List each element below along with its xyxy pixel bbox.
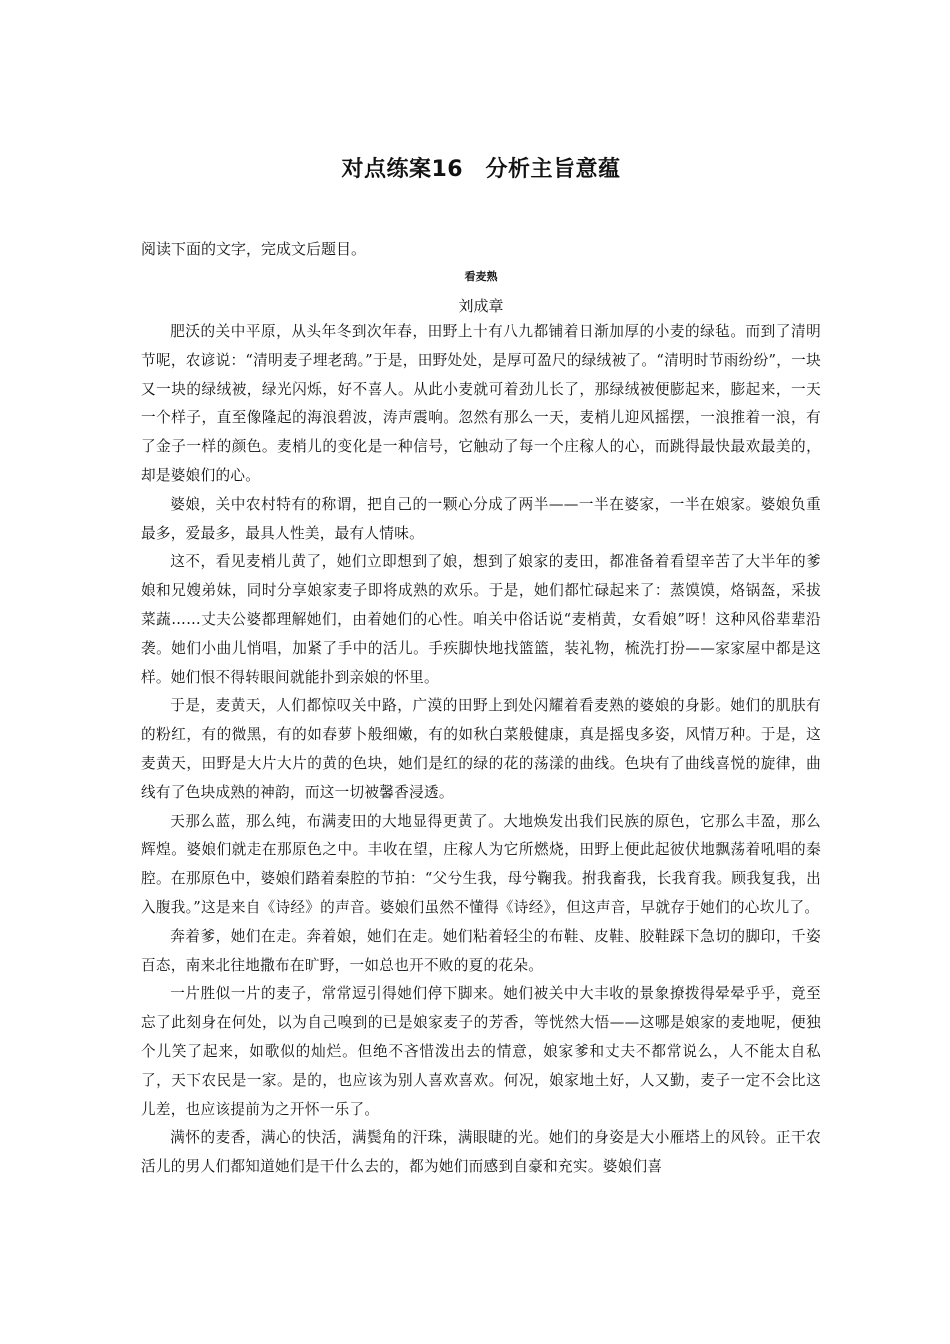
paragraph: 这不，看见麦梢儿黄了，她们立即想到了娘，想到了娘家的麦田，都准备着看望辛苦了大半年的爹娘和兄嫂弟妹，同时分享娘家麦子即将成熟的欢乐。于是，她们都忙碌起来了：蒸馍馍，烙锅盔，采拔菜蔬……丈夫公婆都理解她们，由着她们的心性。咱关中俗话说“麦梢黄，女看娘”呀！这种风俗辈辈沿袭。她们小曲儿悄唱，加紧了手中的活儿。手疾脚快地找篮篮，装礼物，梳洗打扮——家家屋中都是这样。她们恨不得转眼间就能扑到亲娘的怀里。 [141, 553, 821, 686]
essay-body [141, 318, 821, 1182]
paragraph: 天那么蓝，那么纯，布满麦田的大地显得更黄了。大地焕发出我们民族的原色，它那么丰盈，那么辉煌。婆娘们就走在那原色之中。丰收在望，庄稼人为它所燃烧，田野上便此起彼伏地飘荡着吼唱的秦腔。在那原色中，婆娘们踏着秦腔的节拍：“父兮生我，母兮鞠我。拊我畜我，长我育我。顾我复我，出入腹我。”这是来自《诗经》的声音。婆娘们虽然不懂得《诗经》，但这声音，早就存于她们的心坎儿了。 [141, 812, 821, 916]
paragraph: 婆娘，关中农村特有的称谓，把自己的一颗心分成了两半——一半在婆家，一半在娘家。婆娘负重最多，爱最多，最具人性美，最有人情味。 [141, 495, 821, 542]
paragraph: 肥沃的关中平原，从头年冬到次年春，田野上十有八九都铺着日渐加厚的小麦的绿毡。而到了清明节呢，农谚说：“清明麦子埋老鸹。”于是，田野处处，是厚可盈尺的绿绒被了。“清明时节雨纷纷”，一块又一块的绿绒被，绿光闪烁，好不喜人。从此小麦就可着劲儿长了，那绿绒被便膨起来，膨起来，一天一个样子，直至像隆起的海浪碧波，涛声震响。忽然有那么一天，麦梢儿迎风摇摆，一浪推着一浪，有了金子一样的颜色。麦梢儿的变化是一种信号，它触动了每一个庄稼人的心，而跳得最快最欢最美的，却是婆娘们的心。 [141, 323, 821, 484]
paragraph: 奔着爹，她们在走。奔着娘，她们在走。她们粘着轻尘的布鞋、皮鞋、胶鞋踩下急切的脚印，千姿百态，南来北往地撒布在旷野，一如总也开不败的夏的花朵。 [141, 927, 821, 974]
paragraph: 于是，麦黄天，人们都惊叹关中路，广漠的田野上到处闪耀着看麦熟的婆娘的身影。她们的肌肤有的粉红，有的微黑，有的如春萝卜般细嫩，有的如秋白菜般健康，真是摇曳多姿，风情万种。于是，这麦黄天，田野是大片大片的黄的色块，她们是红的绿的花的荡漾的曲线。色块有了曲线喜悦的旋律，曲线有了色块成熟的神韵，而这一切被馨香浸透。 [141, 697, 821, 801]
essay-title: 看麦熟 [464, 270, 498, 283]
page-title: 对点练案16 分析主旨意蕴 [341, 157, 621, 182]
paragraph: 一片胜似一片的麦子，常常逗引得她们停下脚来。她们被关中大丰收的景象撩拨得晕晕乎乎，竟至忘了此刻身在何处，以为自己嗅到的已是娘家麦子的芳香，等恍然大悟——这哪是娘家的麦地呢，便独个儿笑了起来，如歌似的灿烂。但绝不吝惜泼出去的情意，娘家爹和丈夫不都常说么，人不能太自私了，天下农民是一家。是的，也应该为别人喜欢喜欢。何况，娘家地土好，人又勤，麦子一定不会比这儿差，也应该提前为之开怀一乐了。 [141, 985, 821, 1118]
instruction-text: 阅读下面的文字，完成文后题目。 [141, 240, 367, 258]
paragraph: 满怀的麦香，满心的快活，满鬓角的汗珠，满眼睫的光。她们的身姿是大小雁塔上的风铃。正干农活儿的男人们都知道她们是干什么去的，都为她们而感到自豪和充实。婆娘们喜 [141, 1129, 821, 1176]
author-name: 刘成章 [458, 297, 504, 315]
document-page [141, 0, 821, 1344]
